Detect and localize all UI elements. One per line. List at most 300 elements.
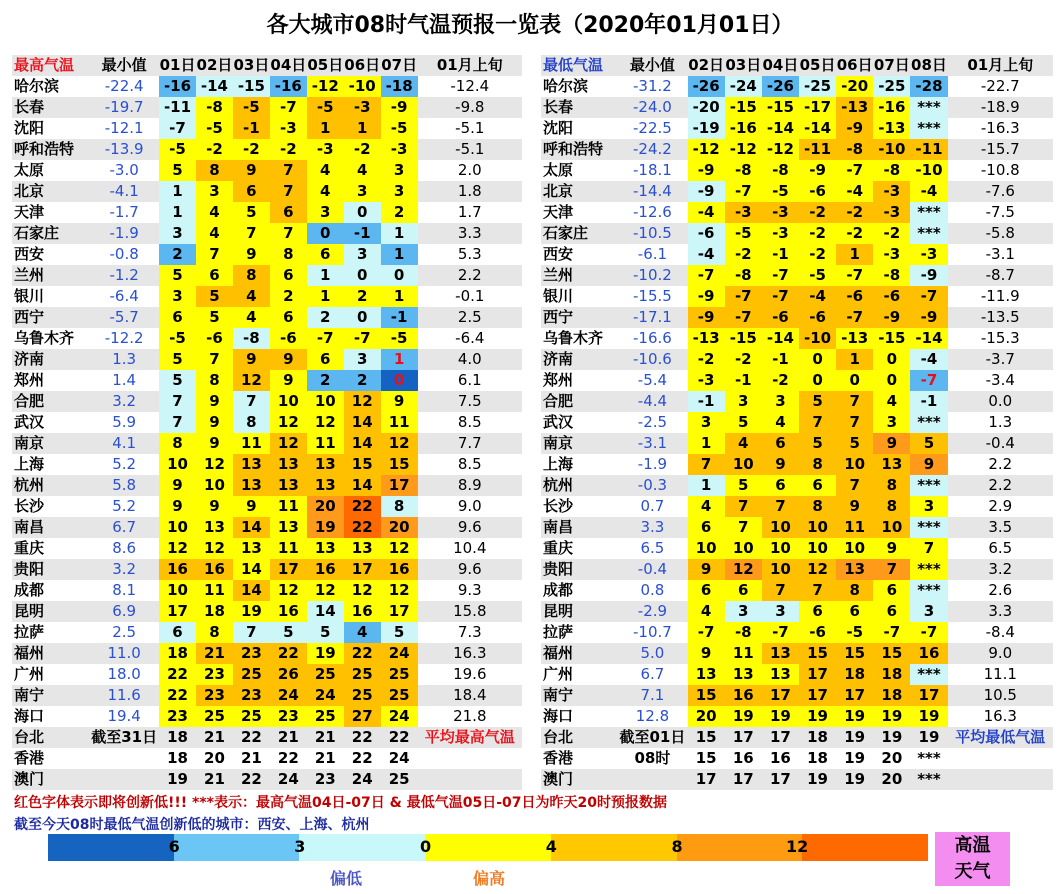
temp-cell: -1 xyxy=(762,349,799,370)
temp-cell: *** xyxy=(910,97,947,118)
temp-cell: 12 xyxy=(233,370,270,391)
column-header: 03日 xyxy=(233,56,270,74)
dekad-average: 2.2 xyxy=(418,265,522,286)
city-name: 呼和浩特 xyxy=(12,139,89,160)
temp-cell: 22 xyxy=(233,769,270,790)
temp-cell: -16 xyxy=(725,118,762,139)
temp-cell: -5 xyxy=(836,622,873,643)
min-value: 18.0 xyxy=(89,664,159,685)
city-name: 昆明 xyxy=(12,601,89,622)
temp-cell: 12 xyxy=(344,580,381,601)
city-name: 重庆 xyxy=(541,538,617,559)
city-name: 上海 xyxy=(12,454,89,475)
temp-cell: -7 xyxy=(725,307,762,328)
page-title: 各大城市08时气温预报一览表（2020年01月01日） xyxy=(266,13,794,38)
temp-cell: 25 xyxy=(233,664,270,685)
dekad-average: 7.3 xyxy=(418,622,522,643)
temp-cell: 13 xyxy=(270,517,307,538)
temp-cell: 20 xyxy=(196,748,233,769)
dekad-average xyxy=(948,769,1053,790)
temp-cell: 3 xyxy=(344,244,381,265)
temp-cell: -9 xyxy=(836,118,873,139)
temp-cell: 23 xyxy=(196,685,233,706)
temp-cell: 7 xyxy=(270,223,307,244)
legend-low-label: 偏低 xyxy=(330,869,363,888)
dekad-average: 0.0 xyxy=(948,391,1053,412)
temp-cell: 22 xyxy=(344,496,381,517)
min-value: 3.2 xyxy=(89,391,159,412)
temp-cell: 13 xyxy=(307,538,344,559)
temp-cell: *** xyxy=(910,769,947,790)
temp-cell: -3 xyxy=(873,202,910,223)
temp-cell: -1 xyxy=(762,244,799,265)
temp-cell: 19 xyxy=(159,769,196,790)
temp-cell: 22 xyxy=(344,517,381,538)
dekad-average: -7.6 xyxy=(948,181,1053,202)
temp-cell: 9 xyxy=(910,454,947,475)
temp-cell: 3 xyxy=(159,286,196,307)
city-name: 昆明 xyxy=(541,601,617,622)
city-name: 合肥 xyxy=(12,391,89,412)
city-row xyxy=(541,76,1053,97)
temp-cell: 12 xyxy=(344,391,381,412)
temp-cell: 9 xyxy=(159,475,196,496)
dekad-average: 9.6 xyxy=(418,559,522,580)
temp-cell: 17 xyxy=(344,559,381,580)
temp-cell: 1 xyxy=(381,223,418,244)
city-name: 香港 xyxy=(12,748,89,769)
dekad-average: 3.3 xyxy=(948,601,1053,622)
temp-cell: 12 xyxy=(159,538,196,559)
city-name: 澳门 xyxy=(12,769,89,790)
temp-cell: 25 xyxy=(233,706,270,727)
column-header: 05日 xyxy=(307,56,344,74)
city-name: 台北 xyxy=(541,727,617,748)
city-row xyxy=(541,223,1053,244)
temp-cell: 14 xyxy=(307,601,344,622)
city-name: 太原 xyxy=(12,160,89,181)
temp-cell: 23 xyxy=(307,769,344,790)
temp-cell: -7 xyxy=(344,328,381,349)
min-value: 2.5 xyxy=(89,622,159,643)
city-row xyxy=(541,559,1053,580)
temp-cell: 14 xyxy=(344,433,381,454)
legend-tick-label: 12 xyxy=(786,837,809,856)
city-name: 沈阳 xyxy=(12,118,89,139)
temp-cell: -3 xyxy=(381,139,418,160)
city-name: 澳门 xyxy=(541,769,617,790)
temp-cell: 23 xyxy=(196,664,233,685)
temp-cell: 5 xyxy=(910,433,947,454)
temp-cell: 4 xyxy=(233,286,270,307)
temp-cell: 12 xyxy=(270,433,307,454)
temp-cell: 7 xyxy=(873,559,910,580)
city-row xyxy=(12,580,522,601)
temp-cell: 7 xyxy=(159,412,196,433)
temp-cell: 4 xyxy=(344,622,381,643)
dekad-average: 平均最低气温 xyxy=(948,727,1053,748)
temp-cell: 13 xyxy=(307,454,344,475)
temp-cell: 16 xyxy=(307,559,344,580)
temp-cell: 7 xyxy=(233,622,270,643)
temp-cell: 1 xyxy=(688,475,725,496)
temp-cell: 7 xyxy=(196,244,233,265)
temp-cell: -7 xyxy=(159,118,196,139)
header-row xyxy=(12,55,522,76)
temp-cell: *** xyxy=(910,559,947,580)
city-row xyxy=(541,454,1053,475)
temp-cell: 15 xyxy=(688,748,725,769)
temp-cell: -15 xyxy=(233,76,270,97)
dekad-average: 10.4 xyxy=(418,538,522,559)
city-row xyxy=(541,433,1053,454)
min-value: -22.5 xyxy=(617,118,687,139)
temp-cell: -3 xyxy=(873,181,910,202)
legend-tick-label: 8 xyxy=(671,837,683,856)
temp-cell: 13 xyxy=(873,454,910,475)
note-red-font: 红色字体表示即将创新低!!! ***表示：最高气温04日-07日 & 最低气温05日-07日为昨天20时预报数据 xyxy=(14,795,667,811)
temp-cell: -5 xyxy=(725,223,762,244)
dekad-average: 16.3 xyxy=(948,706,1053,727)
city-name: 福州 xyxy=(541,643,617,664)
temp-cell: 12 xyxy=(196,454,233,475)
city-name: 长春 xyxy=(541,97,617,118)
dekad-average: 3.2 xyxy=(948,559,1053,580)
temp-cell: 19 xyxy=(307,517,344,538)
temp-cell: 21 xyxy=(307,727,344,748)
temp-cell: -3 xyxy=(725,202,762,223)
min-value: -3.0 xyxy=(89,160,159,181)
city-row xyxy=(541,202,1053,223)
temp-cell: 12 xyxy=(270,412,307,433)
city-row xyxy=(12,181,522,202)
temp-cell: 0 xyxy=(873,370,910,391)
temp-cell: 25 xyxy=(307,664,344,685)
temp-cell: -5 xyxy=(381,118,418,139)
city-row xyxy=(12,601,522,622)
legend-tick-label: 3 xyxy=(294,837,306,856)
temp-cell: 8 xyxy=(270,244,307,265)
city-name: 杭州 xyxy=(12,475,89,496)
temp-cell: 3 xyxy=(688,412,725,433)
temp-cell: 18 xyxy=(799,748,836,769)
temp-cell: 19 xyxy=(910,727,947,748)
temp-cell: 18 xyxy=(159,643,196,664)
temp-cell: 10 xyxy=(688,538,725,559)
temp-cell: 8 xyxy=(381,496,418,517)
city-row xyxy=(12,496,522,517)
temp-cell: *** xyxy=(910,517,947,538)
dekad-average: -3.7 xyxy=(948,349,1053,370)
city-row xyxy=(541,328,1053,349)
city-name: 郑州 xyxy=(12,370,89,391)
temp-cell: -28 xyxy=(910,76,947,97)
column-header: 05日 xyxy=(799,56,836,74)
temp-cell: -4 xyxy=(799,286,836,307)
city-name: 西宁 xyxy=(12,307,89,328)
min-value: 3.2 xyxy=(89,559,159,580)
temp-cell: -24 xyxy=(725,76,762,97)
temp-cell: -1 xyxy=(688,391,725,412)
temp-cell: -8 xyxy=(725,265,762,286)
min-value: 5.8 xyxy=(89,475,159,496)
temp-cell: 8 xyxy=(873,475,910,496)
temp-cell: 3 xyxy=(910,496,947,517)
min-value: -0.4 xyxy=(617,559,687,580)
temp-cell: 6 xyxy=(307,244,344,265)
temp-cell: 13 xyxy=(196,517,233,538)
temp-cell: *** xyxy=(910,475,947,496)
city-row xyxy=(12,538,522,559)
temp-cell: 1 xyxy=(688,433,725,454)
temp-cell: 19 xyxy=(836,769,873,790)
temp-cell: 5 xyxy=(159,370,196,391)
temp-cell: 9 xyxy=(196,391,233,412)
temp-cell: 13 xyxy=(762,643,799,664)
city-name: 天津 xyxy=(541,202,617,223)
city-name: 香港 xyxy=(541,748,617,769)
temp-cell: 9 xyxy=(873,538,910,559)
temp-cell: 13 xyxy=(270,475,307,496)
temp-cell: 10 xyxy=(159,517,196,538)
temp-cell: 16 xyxy=(270,601,307,622)
min-value: 6.5 xyxy=(617,538,687,559)
temp-cell: 18 xyxy=(873,664,910,685)
temp-cell: -3 xyxy=(688,370,725,391)
temp-cell: 7 xyxy=(799,412,836,433)
temp-cell: 7 xyxy=(159,391,196,412)
temp-cell: -2 xyxy=(688,349,725,370)
city-name: 哈尔滨 xyxy=(541,76,617,97)
city-name: 呼和浩特 xyxy=(541,139,617,160)
temp-cell: -11 xyxy=(910,139,947,160)
temp-cell: 15 xyxy=(836,643,873,664)
temp-cell: 15 xyxy=(688,685,725,706)
temp-cell: -15 xyxy=(725,328,762,349)
city-name: 武汉 xyxy=(541,412,617,433)
city-row xyxy=(12,76,522,97)
dekad-average: 2.9 xyxy=(948,496,1053,517)
temp-cell: 13 xyxy=(762,664,799,685)
dekad-average: -6.4 xyxy=(418,328,522,349)
dekad-average: 5.3 xyxy=(418,244,522,265)
temp-cell: 13 xyxy=(307,475,344,496)
city-name: 长沙 xyxy=(541,496,617,517)
min-value: 19.4 xyxy=(89,706,159,727)
city-name: 北京 xyxy=(541,181,617,202)
legend-high-label: 偏高 xyxy=(473,869,506,888)
temp-cell: 7 xyxy=(725,517,762,538)
column-header: 07日 xyxy=(381,56,418,74)
temp-cell: 23 xyxy=(270,706,307,727)
dekad-average: -3.4 xyxy=(948,370,1053,391)
temp-cell: 8 xyxy=(799,454,836,475)
temp-cell: 11 xyxy=(381,412,418,433)
temp-cell: 15 xyxy=(873,643,910,664)
city-row xyxy=(541,580,1053,601)
temp-cell: 13 xyxy=(836,559,873,580)
legend-segment xyxy=(677,834,809,861)
temp-cell: 1 xyxy=(381,349,418,370)
temp-cell: 25 xyxy=(307,706,344,727)
temp-cell: 6 xyxy=(762,433,799,454)
temp-cell: 9 xyxy=(688,643,725,664)
temp-cell: *** xyxy=(910,664,947,685)
temp-cell: -7 xyxy=(910,286,947,307)
dekad-average: 7.7 xyxy=(418,433,522,454)
city-row xyxy=(12,223,522,244)
temp-cell: 13 xyxy=(688,664,725,685)
min-value: -10.6 xyxy=(617,349,687,370)
temp-cell: -3 xyxy=(910,244,947,265)
temp-cell: -10 xyxy=(910,160,947,181)
temp-cell: -5 xyxy=(159,139,196,160)
temp-cell: 19 xyxy=(836,748,873,769)
temp-cell: -10 xyxy=(344,76,381,97)
city-name: 上海 xyxy=(541,454,617,475)
min-value xyxy=(89,769,159,790)
dekad-average: 9.0 xyxy=(948,643,1053,664)
temp-cell: 5 xyxy=(159,160,196,181)
temp-cell: 3 xyxy=(725,601,762,622)
temp-cell: -15 xyxy=(762,97,799,118)
min-value: -14.4 xyxy=(617,181,687,202)
temp-cell: -7 xyxy=(910,370,947,391)
temp-cell: -15 xyxy=(725,97,762,118)
city-row xyxy=(541,97,1053,118)
temp-cell: -3 xyxy=(270,118,307,139)
temp-cell: -8 xyxy=(836,139,873,160)
temp-cell: 9 xyxy=(381,391,418,412)
dekad-average: 1.8 xyxy=(418,181,522,202)
city-row xyxy=(541,349,1053,370)
city-name: 成都 xyxy=(541,580,617,601)
temp-cell: 2 xyxy=(307,307,344,328)
min-value: -5.4 xyxy=(617,370,687,391)
temp-cell: 10 xyxy=(836,538,873,559)
dekad-average: 8.5 xyxy=(418,454,522,475)
temp-cell: -16 xyxy=(159,76,196,97)
temp-cell: 5 xyxy=(196,307,233,328)
min-value: -31.2 xyxy=(617,76,687,97)
temp-cell: 19 xyxy=(873,727,910,748)
temp-cell: -2 xyxy=(270,139,307,160)
temp-cell: 12 xyxy=(381,538,418,559)
temp-cell: 13 xyxy=(344,538,381,559)
temp-cell: -6 xyxy=(873,286,910,307)
dekad-average: 4.0 xyxy=(418,349,522,370)
dekad-average: -13.5 xyxy=(948,307,1053,328)
temp-cell: 11 xyxy=(307,433,344,454)
min-value: -16.6 xyxy=(617,328,687,349)
temp-cell: 5 xyxy=(307,622,344,643)
dekad-average: 2.2 xyxy=(948,454,1053,475)
city-name: 武汉 xyxy=(12,412,89,433)
temp-cell: 18 xyxy=(799,727,836,748)
dekad-average: 8.5 xyxy=(418,412,522,433)
city-row xyxy=(541,475,1053,496)
temp-cell: -2 xyxy=(344,139,381,160)
temp-cell: 7 xyxy=(910,538,947,559)
temp-cell: 3 xyxy=(762,391,799,412)
temp-cell: 7 xyxy=(836,391,873,412)
dekad-average: -0.1 xyxy=(418,286,522,307)
temp-cell: 0 xyxy=(381,265,418,286)
temp-cell: -7 xyxy=(762,286,799,307)
temp-cell: 21 xyxy=(196,727,233,748)
dekad-average: -15.3 xyxy=(948,328,1053,349)
temp-cell: *** xyxy=(910,223,947,244)
temp-cell: -12 xyxy=(688,139,725,160)
temp-cell: 12 xyxy=(725,559,762,580)
temp-cell: 17 xyxy=(725,769,762,790)
temp-cell: -9 xyxy=(873,307,910,328)
city-row xyxy=(541,391,1053,412)
temp-cell: 2 xyxy=(381,202,418,223)
temp-cell: 7 xyxy=(762,496,799,517)
min-value: 6.9 xyxy=(89,601,159,622)
temp-cell: 5 xyxy=(836,433,873,454)
temp-cell: -12 xyxy=(307,76,344,97)
temp-cell: 9 xyxy=(836,496,873,517)
city-row xyxy=(12,139,522,160)
temp-cell: 22 xyxy=(344,748,381,769)
dekad-average: -5.1 xyxy=(418,139,522,160)
temp-cell: 5 xyxy=(196,286,233,307)
temp-cell: 17 xyxy=(725,727,762,748)
min-value: 4.1 xyxy=(89,433,159,454)
min-value: -22.4 xyxy=(89,76,159,97)
city-row xyxy=(541,664,1053,685)
temp-cell: -5 xyxy=(381,328,418,349)
temp-cell: 4 xyxy=(688,496,725,517)
temp-cell: -3 xyxy=(344,97,381,118)
min-value: 截至01日 xyxy=(617,727,687,748)
temp-cell: 6 xyxy=(873,580,910,601)
temp-cell: 13 xyxy=(725,664,762,685)
dekad-average xyxy=(418,748,522,769)
min-value: -0.3 xyxy=(617,475,687,496)
temp-cell: -7 xyxy=(836,307,873,328)
dekad-average: -9.8 xyxy=(418,97,522,118)
temp-cell: 22 xyxy=(344,643,381,664)
temp-cell: 3 xyxy=(910,601,947,622)
temp-cell: 1 xyxy=(307,265,344,286)
temp-cell: 8 xyxy=(196,370,233,391)
city-name: 广州 xyxy=(12,664,89,685)
temp-cell: 4 xyxy=(307,160,344,181)
dekad-average: 7.5 xyxy=(418,391,522,412)
temp-cell: 14 xyxy=(233,517,270,538)
city-row xyxy=(12,370,522,391)
temp-cell: 4 xyxy=(307,181,344,202)
city-name: 长沙 xyxy=(12,496,89,517)
temp-cell: -2 xyxy=(725,349,762,370)
color-legend xyxy=(48,834,928,861)
temp-cell: -4 xyxy=(836,181,873,202)
min-value: -6.4 xyxy=(89,286,159,307)
temp-cell: -20 xyxy=(836,76,873,97)
temp-cell: 18 xyxy=(836,664,873,685)
city-name: 天津 xyxy=(12,202,89,223)
temp-cell: 8 xyxy=(836,580,873,601)
temp-cell: 21 xyxy=(307,748,344,769)
min-temp-table xyxy=(541,55,1053,790)
temp-cell: 0 xyxy=(344,265,381,286)
temp-cell: 18 xyxy=(159,727,196,748)
city-name: 拉萨 xyxy=(541,622,617,643)
temp-cell: -5 xyxy=(307,97,344,118)
